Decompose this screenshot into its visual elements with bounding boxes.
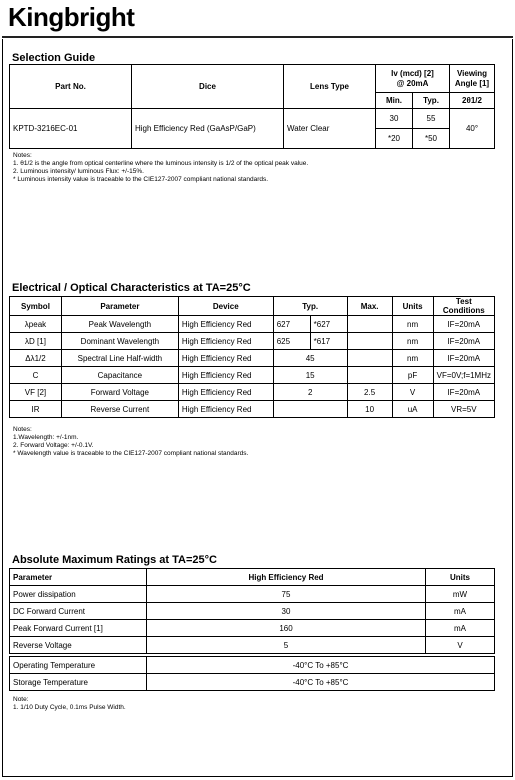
cell-min-2: *20 bbox=[376, 129, 413, 149]
brand-logo: Kingbright bbox=[8, 2, 135, 32]
cell-units: V bbox=[426, 637, 495, 654]
cell-typ-1: 55 bbox=[413, 109, 450, 129]
cell-min-1: 30 bbox=[376, 109, 413, 129]
cell-typ: 15 bbox=[273, 367, 347, 384]
cell-units: nm bbox=[392, 316, 433, 333]
cell-device: High Efficiency Red bbox=[178, 401, 273, 418]
cell-value: -40°C To +85°C bbox=[147, 674, 495, 691]
cell-value: 75 bbox=[147, 586, 426, 603]
cell-parameter: Dominant Wavelength bbox=[61, 333, 178, 350]
selection-guide-table bbox=[9, 64, 495, 149]
cell-units: mA bbox=[426, 620, 495, 637]
cell-symbol: IR bbox=[10, 401, 62, 418]
cell-units: pF bbox=[392, 367, 433, 384]
electrical-title: Electrical / Optical Characteristics at TA=25°C bbox=[12, 282, 251, 294]
header-rule bbox=[2, 36, 513, 38]
cell-value: 160 bbox=[147, 620, 426, 637]
cell-symbol: VF [2] bbox=[10, 384, 62, 401]
cell-device: High Efficiency Red bbox=[178, 333, 273, 350]
col-symbol: Symbol bbox=[10, 297, 62, 316]
cell-units: V bbox=[392, 384, 433, 401]
selection-guide-title: Selection Guide bbox=[12, 52, 96, 64]
note-line: 2. Forward Voltage: +/-0.1V. bbox=[13, 442, 94, 449]
note-line: * Luminous intensity value is traceable to the CIE127-2007 compliant national standards. bbox=[13, 176, 269, 183]
cell-max bbox=[347, 316, 392, 333]
col-typ: Typ. bbox=[273, 297, 347, 316]
cell-max bbox=[347, 350, 392, 367]
note-line: Notes: bbox=[13, 152, 32, 159]
cell-max: 2.5 bbox=[347, 384, 392, 401]
note-line: Note: bbox=[13, 696, 29, 703]
cell-test: IF=20mA bbox=[433, 316, 494, 333]
cell-parameter: Storage Temperature bbox=[10, 674, 147, 691]
cell-parameter: Reverse Voltage bbox=[10, 637, 147, 654]
col-typ: Typ. bbox=[413, 93, 450, 109]
absolute-table bbox=[9, 568, 495, 654]
cell-device: High Efficiency Red bbox=[178, 316, 273, 333]
cell-max: 10 bbox=[347, 401, 392, 418]
note-line: Notes: bbox=[13, 426, 32, 433]
cell-parameter: Operating Temperature bbox=[10, 657, 147, 674]
col-dice: Dice bbox=[132, 65, 284, 109]
col-angle-sub: 2θ1/2 bbox=[450, 93, 495, 109]
cell-max bbox=[347, 367, 392, 384]
cell-test: VF=0V;f=1MHz bbox=[433, 367, 494, 384]
cell-max bbox=[347, 333, 392, 350]
note-line: 1. θ1/2 is the angle from optical centerline where the luminous intensity is 1/2 of the optical peak value. bbox=[13, 160, 309, 167]
cell-device: High Efficiency Red bbox=[178, 367, 273, 384]
cell-units: nm bbox=[392, 350, 433, 367]
cell-parameter: Power dissipation bbox=[10, 586, 147, 603]
selection-notes bbox=[13, 152, 308, 184]
note-line: 2. Luminous intensity/ luminous Flux: +/-15%. bbox=[13, 168, 144, 175]
cell-symbol: C bbox=[10, 367, 62, 384]
temperature-table bbox=[9, 656, 495, 691]
col-units: Units bbox=[392, 297, 433, 316]
cell-units: mA bbox=[426, 603, 495, 620]
cell-parameter: Reverse Current bbox=[61, 401, 178, 418]
col-test-conditions: Test Conditions bbox=[433, 297, 494, 316]
cell-typ: 45 bbox=[273, 350, 347, 367]
absolute-notes bbox=[13, 696, 126, 712]
cell-test: IF=20mA bbox=[433, 350, 494, 367]
cell-typ-1: 625 bbox=[273, 333, 310, 350]
col-viewing-angle: Viewing Angle [1] bbox=[450, 65, 495, 93]
cell-typ-2: *627 bbox=[310, 316, 347, 333]
col-parameter: Parameter bbox=[61, 297, 178, 316]
cell-parameter: Capacitance bbox=[61, 367, 178, 384]
cell-symbol: λD [1] bbox=[10, 333, 62, 350]
cell-parameter: Peak Wavelength bbox=[61, 316, 178, 333]
cell-symbol: Δλ1/2 bbox=[10, 350, 62, 367]
cell-units: nm bbox=[392, 333, 433, 350]
col-parameter: Parameter bbox=[10, 569, 147, 586]
absolute-title: Absolute Maximum Ratings at TA=25°C bbox=[12, 554, 217, 566]
cell-lens: Water Clear bbox=[284, 109, 376, 149]
cell-typ-2: *617 bbox=[310, 333, 347, 350]
cell-parameter: Peak Forward Current [1] bbox=[10, 620, 147, 637]
note-line: 1.Wavelength: +/-1nm. bbox=[13, 434, 79, 441]
cell-device: High Efficiency Red bbox=[178, 350, 273, 367]
cell-value: -40°C To +85°C bbox=[147, 657, 495, 674]
cell-device: High Efficiency Red bbox=[178, 384, 273, 401]
cell-parameter: DC Forward Current bbox=[10, 603, 147, 620]
cell-dice: High Efficiency Red (GaAsP/GaP) bbox=[132, 109, 284, 149]
cell-test: VR=5V bbox=[433, 401, 494, 418]
col-device: Device bbox=[178, 297, 273, 316]
cell-angle: 40° bbox=[450, 109, 495, 149]
note-line: 1. 1/10 Duty Cycle, 0.1ms Pulse Width. bbox=[13, 704, 126, 711]
cell-value: 30 bbox=[147, 603, 426, 620]
note-line: * Wavelength value is traceable to the CIE127-2007 compliant national standards. bbox=[13, 450, 249, 457]
cell-symbol: λpeak bbox=[10, 316, 62, 333]
col-units: Units bbox=[426, 569, 495, 586]
cell-parameter: Forward Voltage bbox=[61, 384, 178, 401]
cell-test: IF=20mA bbox=[433, 384, 494, 401]
cell-typ-1: 627 bbox=[273, 316, 310, 333]
electrical-notes bbox=[13, 426, 248, 458]
cell-units: uA bbox=[392, 401, 433, 418]
cell-value: 5 bbox=[147, 637, 426, 654]
col-iv: Iv (mcd) [2] @ 20mA bbox=[376, 65, 450, 93]
col-min: Min. bbox=[376, 93, 413, 109]
cell-parameter: Spectral Line Half-width bbox=[61, 350, 178, 367]
electrical-table bbox=[9, 296, 495, 418]
cell-test: IF=20mA bbox=[433, 333, 494, 350]
cell-typ-2: *50 bbox=[413, 129, 450, 149]
col-lens-type: Lens Type bbox=[284, 65, 376, 109]
cell-typ: 2 bbox=[273, 384, 347, 401]
col-max: Max. bbox=[347, 297, 392, 316]
cell-units: mW bbox=[426, 586, 495, 603]
cell-typ bbox=[273, 401, 347, 418]
cell-part-no: KPTD-3216EC-01 bbox=[10, 109, 132, 149]
col-part-no: Part No. bbox=[10, 65, 132, 109]
col-device: High Efficiency Red bbox=[147, 569, 426, 586]
